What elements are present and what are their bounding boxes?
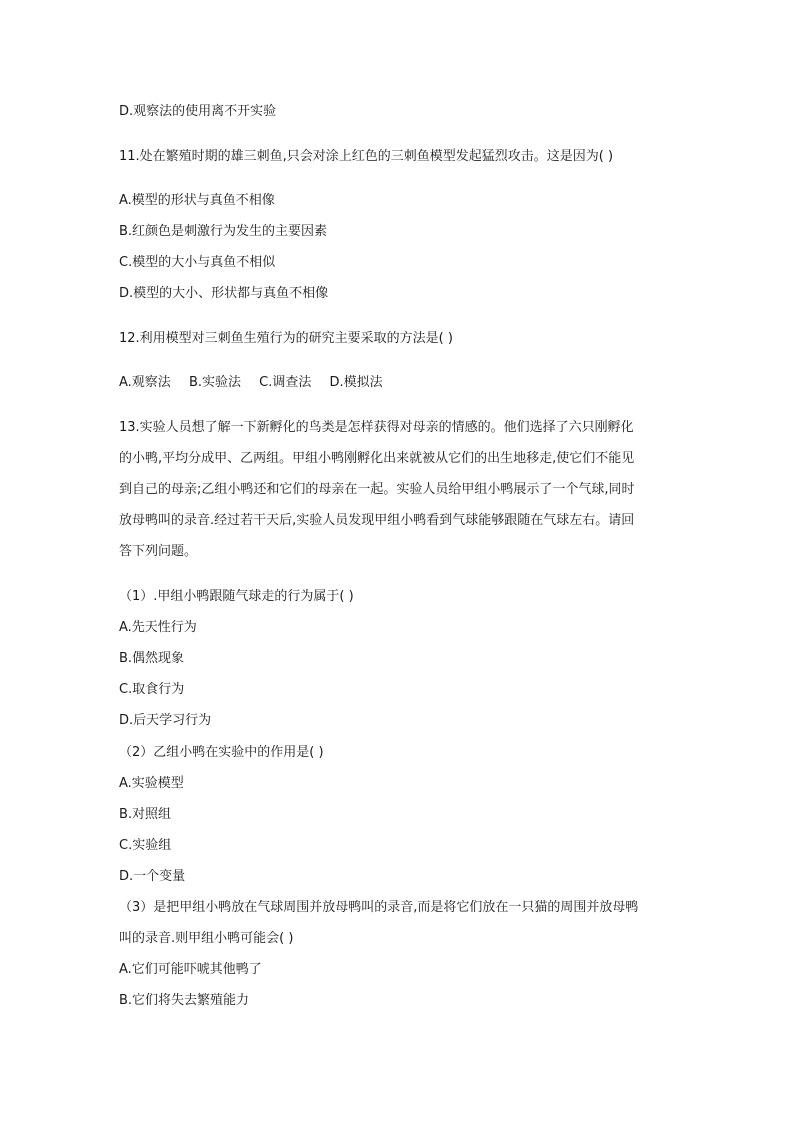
q13-sub2-option-b: B.对照组	[119, 807, 172, 822]
q13-sub1-option-a: A.先天性行为	[119, 620, 197, 635]
q12-option-a: A.观察法	[119, 375, 171, 390]
q13-stem-line-3: 到自己的母亲;乙组小鸭还和它们的母亲在一起。实验人员给甲组小鸭展示了一个气球,同时	[119, 482, 635, 497]
q13-sub1-option-d: D.后天学习行为	[119, 713, 212, 728]
q11-option-a: A.模型的形状与真鱼不相像	[119, 193, 275, 208]
question-11-stem: 11.处在繁殖时期的雄三刺鱼,只会对涂上红色的三刺鱼模型发起猛烈攻击。这是因为( )	[119, 149, 614, 164]
q13-sub3-option-a: A.它们可能吓唬其他鸭了	[119, 962, 262, 977]
q13-sub1-option-b: B.偶然现象	[119, 651, 185, 666]
q13-stem-line-4: 放母鸭叫的录音.经过若干天后,实验人员发现甲组小鸭看到气球能够跟随在气球左右。请回	[119, 513, 635, 528]
q13-sub2-option-d: D.一个变量	[119, 869, 186, 884]
q13-sub2-option-a: A.实验模型	[119, 776, 184, 791]
q13-stem-line-5: 答下列问题。	[119, 544, 198, 559]
q11-option-b: B.红颜色是刺激行为发生的主要因素	[119, 224, 328, 239]
question-12-stem: 12.利用模型对三刺鱼生殖行为的研究主要采取的方法是( )	[119, 331, 453, 346]
q13-stem-line-2: 的小鸭,平均分成甲、乙两组。甲组小鸭刚孵化出来就被从它们的出生地移走,使它们不能见	[119, 451, 635, 466]
q13-sub3-stem-line-2: 叫的录音.则甲组小鸭可能会( )	[119, 931, 294, 946]
q13-sub3-option-b: B.它们将失去繁殖能力	[119, 993, 250, 1008]
q11-option-d: D.模型的大小、形状都与真鱼不相像	[119, 286, 329, 301]
q13-sub1-stem: （1）.甲组小鸭跟随气球走的行为属于( )	[119, 589, 354, 604]
q11-option-c: C.模型的大小与真鱼不相似	[119, 255, 276, 270]
option-text: D.观察法的使用离不开实验	[119, 104, 277, 119]
q13-sub2-stem: （2）乙组小鸭在实验中的作用是( )	[119, 745, 324, 760]
q13-sub2-option-c: C.实验组	[119, 838, 172, 853]
q12-option-d: D.模拟法	[329, 375, 383, 390]
q12-options	[119, 374, 397, 392]
q12-option-c: C.调查法	[259, 375, 312, 390]
q13-stem-line-1: 13.实验人员想了解一下新孵化的鸟类是怎样获得对母亲的情感的。他们选择了六只刚孵化	[119, 420, 634, 435]
q12-option-b: B.实验法	[188, 375, 242, 390]
q13-sub1-option-c: C.取食行为	[119, 682, 185, 697]
q13-sub3-stem-line-1: （3）是把甲组小鸭放在气球周围并放母鸭叫的录音,而是将它们放在一只猫的周围并放母鸭	[119, 900, 639, 915]
